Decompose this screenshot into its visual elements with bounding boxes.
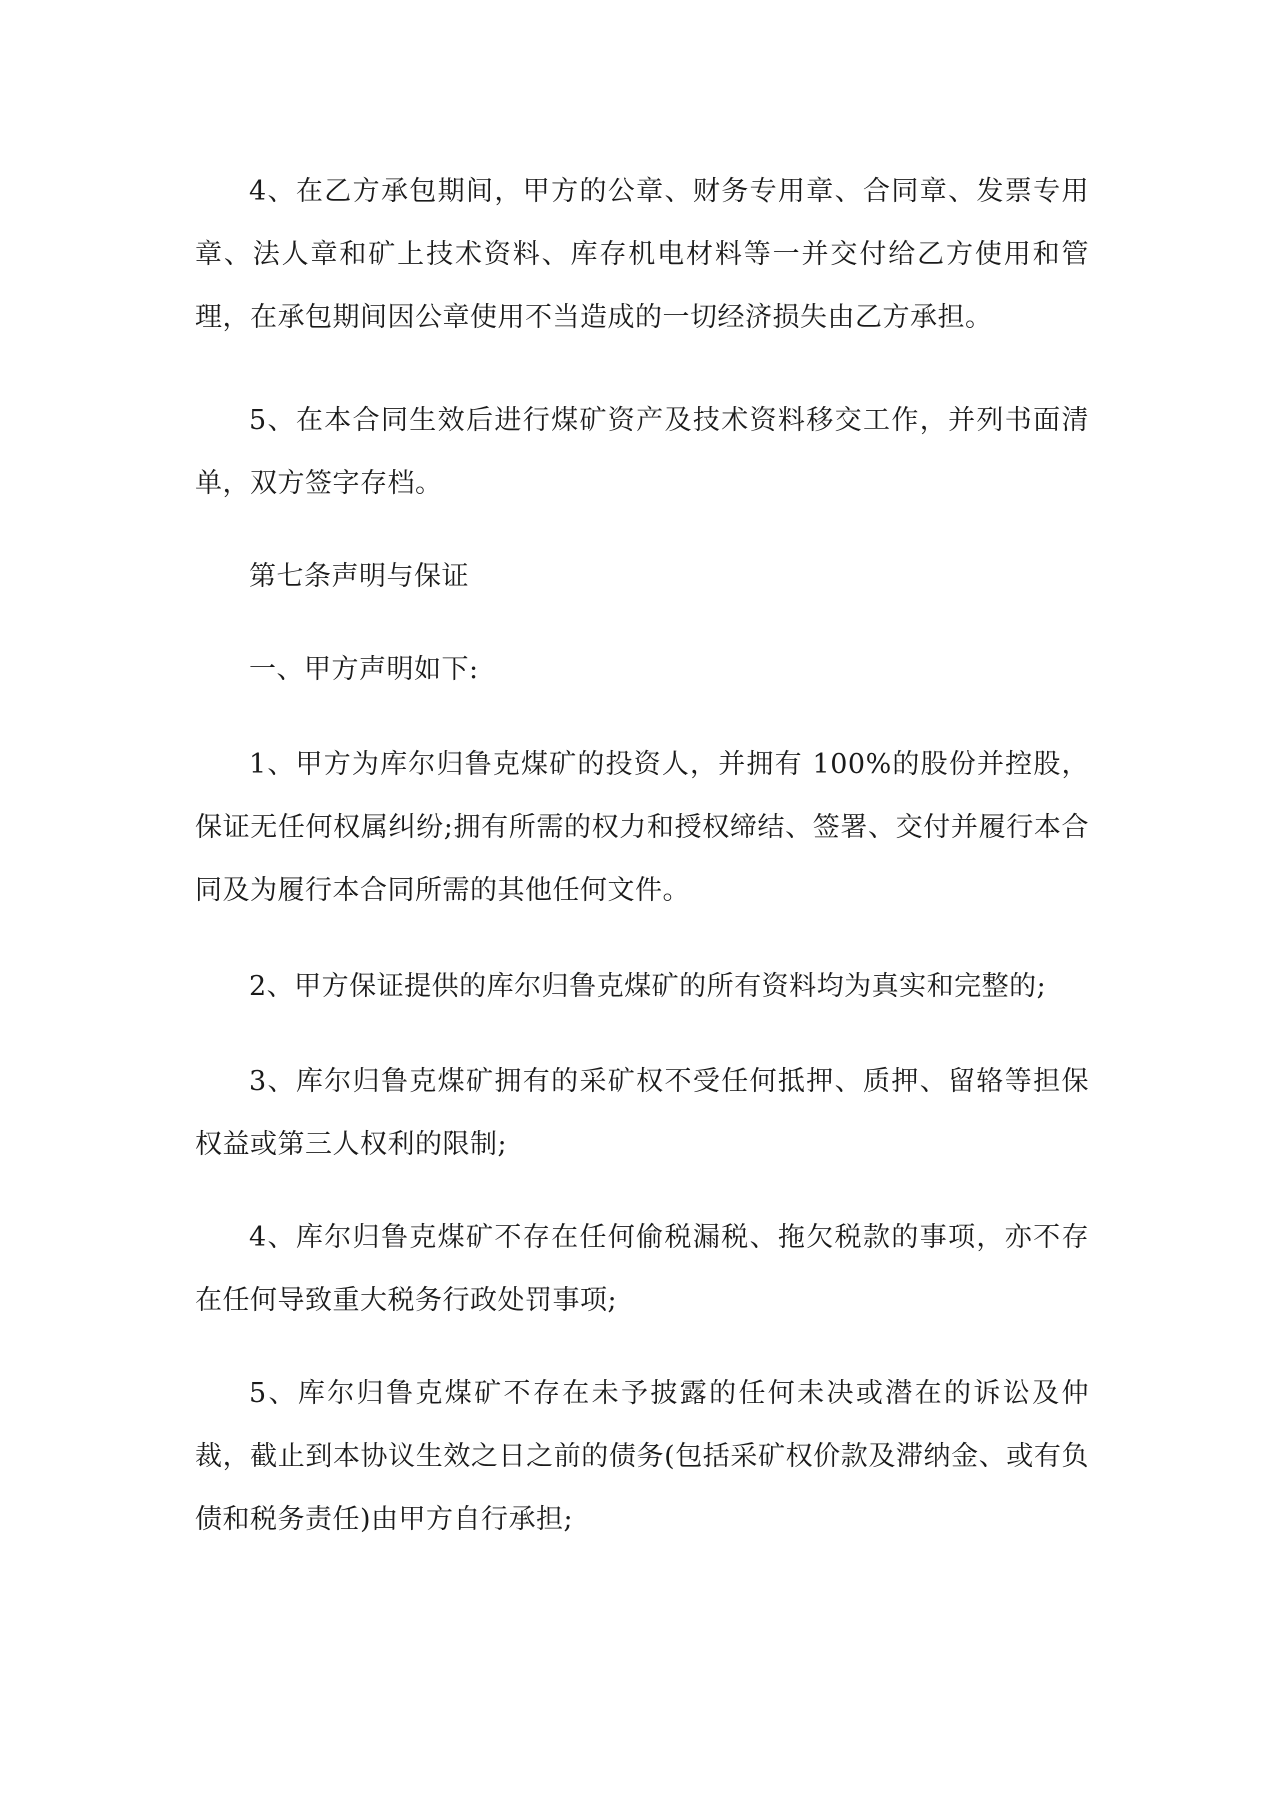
declaration-3-mining-rights: 3、库尔归鲁克煤矿拥有的采矿权不受任何抵押、质押、留辂等担保权益或第三人权利的限制; (195, 1066, 1089, 1160)
declaration-1-ownership: 1、甲方为库尔归鲁克煤矿的投资人，并拥有 100%的股份并控股，保证无任何权属纠纷;拥有所需的权力和授权缔结、签署、交付并履行本合同及为履行本合同所需的其他任何文件。 (195, 749, 1089, 906)
declaration-4-taxes: 4、库尔归鲁克煤矿不存在任何偷税漏税、拖欠税款的事项，亦不存在任何导致重大税务行政处罚事项; (195, 1222, 1089, 1316)
declaration-5-litigation: 5、库尔归鲁克煤矿不存在未予披露的任何未决或潜在的诉讼及仲裁，截止到本协议生效之日之前的债务(包括采矿权价款及滞纳金、或有负债和税务责任)由甲方自行承担; (195, 1378, 1089, 1535)
article-7-heading: 第七条声明与保证 (249, 561, 469, 592)
declaration-2-documents: 2、甲方保证提供的库尔归鲁克煤矿的所有资料均为真实和完整的; (249, 971, 1047, 1002)
party-a-declaration-heading: 一、甲方声明如下: (249, 654, 479, 685)
clause-4-seals-handover: 4、在乙方承包期间，甲方的公章、财务专用章、合同章、发票专用章、法人章和矿上技术资料、库存机电材料等一并交付给乙方使用和管理，在承包期间因公章使用不当造成的一切经济损失由乙方承担。 (195, 176, 1089, 333)
clause-5-asset-transfer: 5、在本合同生效后进行煤矿资产及技术资料移交工作，并列书面清单，双方签字存档。 (195, 405, 1089, 499)
